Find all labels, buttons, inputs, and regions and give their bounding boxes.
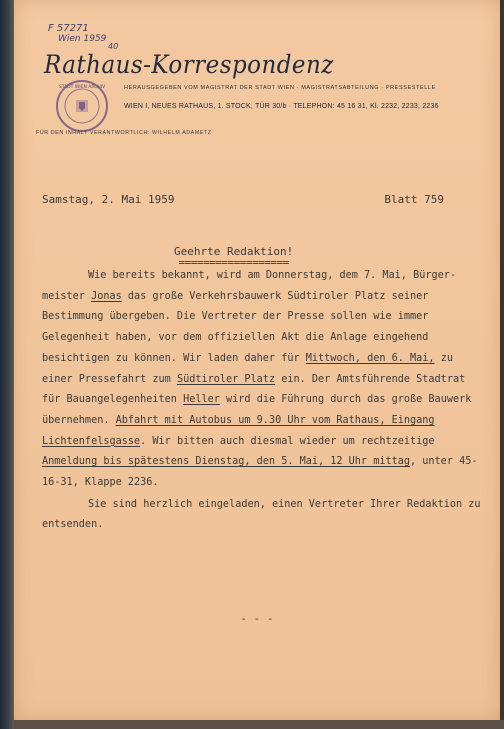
paragraph-2: Sie sind herzlich eingeladen, einen Vertreter Ihrer Redaktion zu entsenden. <box>42 498 481 531</box>
p1-text-2: meister <box>42 290 92 302</box>
archive-note-line1: F 57271 <box>48 23 89 34</box>
salutation <box>174 245 293 267</box>
archive-note-line2: Wien 1959 <box>58 34 107 44</box>
p1-text-4: zu einer Pressefahrt zum <box>42 352 453 385</box>
departure-info: Abfahrt mit Autobus um 9.30 Uhr vom Rathaus, Eingang Lichtenfelsgasse <box>42 414 435 447</box>
salutation-underline: ================== <box>178 256 289 269</box>
masthead-publisher: HERAUSGEGEBEN VOM MAGISTRAT DER STADT WIEN · MAGISTRATSABTEILUNG · PRESSESTELLE <box>124 85 436 91</box>
dateline <box>42 193 444 206</box>
salutation-text: Geehrte Redaktion! <box>174 245 294 258</box>
p1-text-1: Wie bereits bekannt, wird am Donnerstag, dem 7. Mai, Bürger- <box>88 270 457 281</box>
document-page <box>14 0 500 720</box>
location-suedtiroler-platz: Südtiroler Platz <box>176 373 276 385</box>
masthead-address: WIEN I, NEUES RATHAUS, 1. STOCK, TÜR 30/b · TELEPHON: 45 16 31, Kl. 2232, 2233, 2236 <box>124 103 439 110</box>
masthead-responsible: FÜR DEN INHALT VERANTWORTLICH: WILHELM ADAMETZ <box>36 130 212 136</box>
p1-text-6: wird die Führung durch das große Bauwerk übernehmen. <box>42 394 472 426</box>
date-mittwoch: Mittwoch, den 6. Mai, <box>305 352 435 364</box>
letter-body <box>42 266 482 536</box>
registration-deadline: Anmeldung bis spätestens Dienstag, den 5. Mai, 12 Uhr mittag <box>42 456 411 468</box>
document-date: Samstag, 2. Mai 1959 <box>42 193 175 206</box>
binder-spine <box>0 0 14 729</box>
p1-text-5: ein. Der Amtsführende Stadtrat für Bauangelegenheiten <box>42 373 466 406</box>
archive-note-line3: 40 <box>108 42 119 51</box>
archive-stamp-icon <box>54 78 110 134</box>
name-jonas: Jonas <box>91 290 122 302</box>
paragraph-1 <box>42 266 482 494</box>
p1-text-8: , unter 45-16-31, Klappe 2236. <box>42 456 478 489</box>
stamp-lettering: STADT WIEN ARCHIV <box>58 85 106 90</box>
end-separator: - - - <box>240 612 274 625</box>
name-heller: Heller <box>183 394 220 406</box>
p1-text-7: . Wir bitten auch diesmal wieder um rechtzeitige <box>140 435 435 447</box>
p1-text-3: das große Verkehrsbauwerk Südtiroler Platz seiner Bestimmung übergeben. Die Vertreter der Presse sollen wie immer Gelegenheit haben, vor dem offiziellen Akt die Anlage eingehend besichtigen zu können. Wir laden daher für <box>42 290 429 364</box>
sheet-number: Blatt 759 <box>384 193 444 206</box>
bottom-edge <box>14 720 504 729</box>
masthead-title: Rathaus-Korrespondenz <box>44 50 334 79</box>
archive-handwritten-note <box>48 23 119 51</box>
